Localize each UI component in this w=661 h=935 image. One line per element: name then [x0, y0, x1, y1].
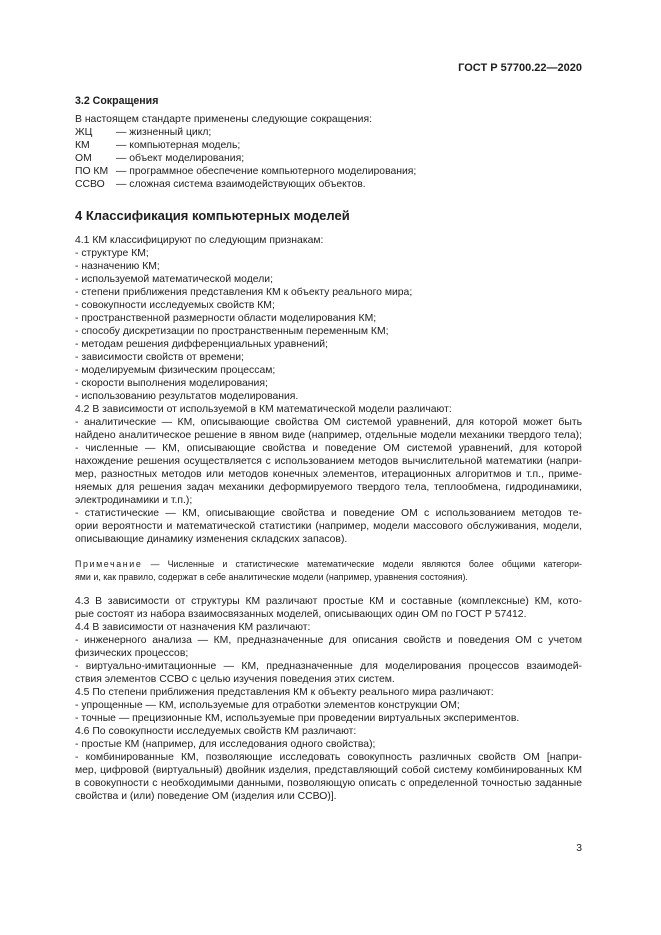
list-item: - используемой математической модели; — [75, 274, 273, 285]
list-item: - назначению КМ; — [75, 261, 160, 272]
note-line — [75, 558, 582, 571]
abbreviation-desc: — компьютерная модель; — [116, 140, 241, 151]
list-item: - использованию результатов моделирования. — [75, 391, 299, 402]
abbreviation-desc: — сложная система взаимодействующих объектов. — [116, 179, 366, 190]
abbreviation-desc: — объект моделирования; — [116, 153, 245, 164]
page-number: 3 — [576, 843, 582, 854]
text-line: 4.6 По совокупности исследуемых свойств КМ различают: — [75, 726, 357, 737]
section-4-heading: 4 Классификация компьютерных моделей — [75, 208, 350, 223]
text-line: - численные — КМ, описывающие свойства и поведение ОМ системой уравнений, для которой — [75, 443, 582, 454]
text-line: мер, разностных методов или методов конечных элементов, итерационных алгоритмов и т.п., приме- — [75, 469, 582, 480]
text-line: - комбинированные КМ, позволяющие исследовать совокупность различных свойств ОМ [напри- — [75, 752, 582, 763]
list-item: - структуре КМ; — [75, 248, 149, 259]
list-item: - точные — прецизионные КМ, используемые при проведении виртуальных экспериментов. — [75, 713, 520, 724]
text-line: - инженерного анализа — КМ, предназначенные для описания свойств и поведения ОМ с учетом — [75, 635, 582, 646]
abbreviation-key: ЖЦ — [75, 127, 93, 138]
text-line: - виртуально-имитационные — КМ, предназначенные для моделирования процессов взаимодей- — [75, 661, 582, 672]
section-3-2-heading: 3.2 Сокращения — [75, 95, 159, 107]
list-item: - методам решения дифференциальных уравнений; — [75, 339, 328, 350]
abbreviation-key: ОМ — [75, 153, 92, 164]
list-item: - простые КМ (например, для исследования одного свойства); — [75, 739, 376, 750]
text-line: рые состоят из набора взаимосвязанных моделей, описывающих один ОМ по ГОСТ Р 57412. — [75, 609, 527, 620]
abbreviation-desc: — программное обеспечение компьютерного моделирования; — [116, 166, 417, 177]
note-label: Примечание — [75, 559, 143, 569]
list-item: - совокупности исследуемых свойств КМ; — [75, 300, 275, 311]
text-line: физических процессов; — [75, 648, 189, 659]
list-item: - упрощенные — КМ, используемые для отработки элементов конструкции ОМ; — [75, 700, 460, 711]
list-item: - пространственной размерности области моделирования КМ; — [75, 313, 377, 324]
text-line: 4.2 В зависимости от используемой в КМ математической модели различают: — [75, 404, 452, 415]
text-line: 4.3 В зависимости от структуры КМ различают простые КМ и составные (комплексные) КМ, кото- — [75, 596, 582, 607]
text-line: 4.1 КМ классифицируют по следующим признакам: — [75, 235, 324, 246]
list-item: - степени приближения представления КМ к объекту реального мира; — [75, 287, 413, 298]
text-line: описывающие динамику изменения складских запасов). — [75, 534, 348, 545]
abbreviation-key: КМ — [75, 140, 90, 151]
abbreviation-desc: — жизненный цикл; — [116, 127, 212, 138]
list-item: - моделируемым физическим процессам; — [75, 365, 276, 376]
text-line: мер, цифровой (виртуальный) двойник изделия, представляющий собой систему комбинированных КМ — [75, 765, 582, 776]
text-line: свойства и (или) поведение ОМ (изделия или ССВО)]. — [75, 791, 337, 802]
text-line: - аналитические — КМ, описывающие свойства ОМ системой уравнений, для которой может быть — [75, 417, 582, 428]
list-item: - способу дискретизации по пространственным переменным КМ; — [75, 326, 389, 337]
text-line: 4.4 В зависимости от назначения КМ различают: — [75, 622, 311, 633]
text-line: 4.5 По степени приближения представления КМ к объекту реального мира различают: — [75, 687, 494, 698]
text-line: - статистические — КМ, описывающие свойства и поведение ОМ с использованием методов те- — [75, 508, 582, 519]
text-line: в совокупности с необходимыми данными, позволяющую описать с определенной точностью заданные — [75, 778, 582, 789]
list-item: - скорости выполнения моделирования; — [75, 378, 268, 389]
text-line: электродинамики и т.п.); — [75, 495, 193, 506]
abbreviation-key: ССВО — [75, 179, 105, 190]
text-line: няемых для решения задач механики деформируемого твердого тела, теплообмена, гидродинамики, — [75, 482, 582, 493]
abbreviations-intro: В настоящем стандарте применены следующие сокращения: — [75, 114, 372, 125]
note-line: ями и, как правило, содержат в себе аналитические модели (например, уравнения состояния). — [75, 572, 468, 582]
text-line: нахождение решения осуществляется с использованием методов вычислительной математики (напри- — [75, 456, 582, 467]
text-line: ории вероятности и математической статистики (например, модели массового обслуживания, модели, — [75, 521, 582, 532]
text-line: ствия элементов ССВО с целью изучения поведения этих систем. — [75, 674, 395, 685]
abbreviation-key: ПО КМ — [75, 166, 109, 177]
text-line: найдено аналитическое решение в явном виде (например, отдельные модели механики твердого тела); — [75, 430, 582, 441]
list-item: - зависимости свойств от времени; — [75, 352, 244, 363]
note-text: — Численные и статистические математические модели являются более общими категори- — [142, 559, 582, 569]
document-code-header: ГОСТ Р 57700.22—2020 — [458, 62, 582, 74]
